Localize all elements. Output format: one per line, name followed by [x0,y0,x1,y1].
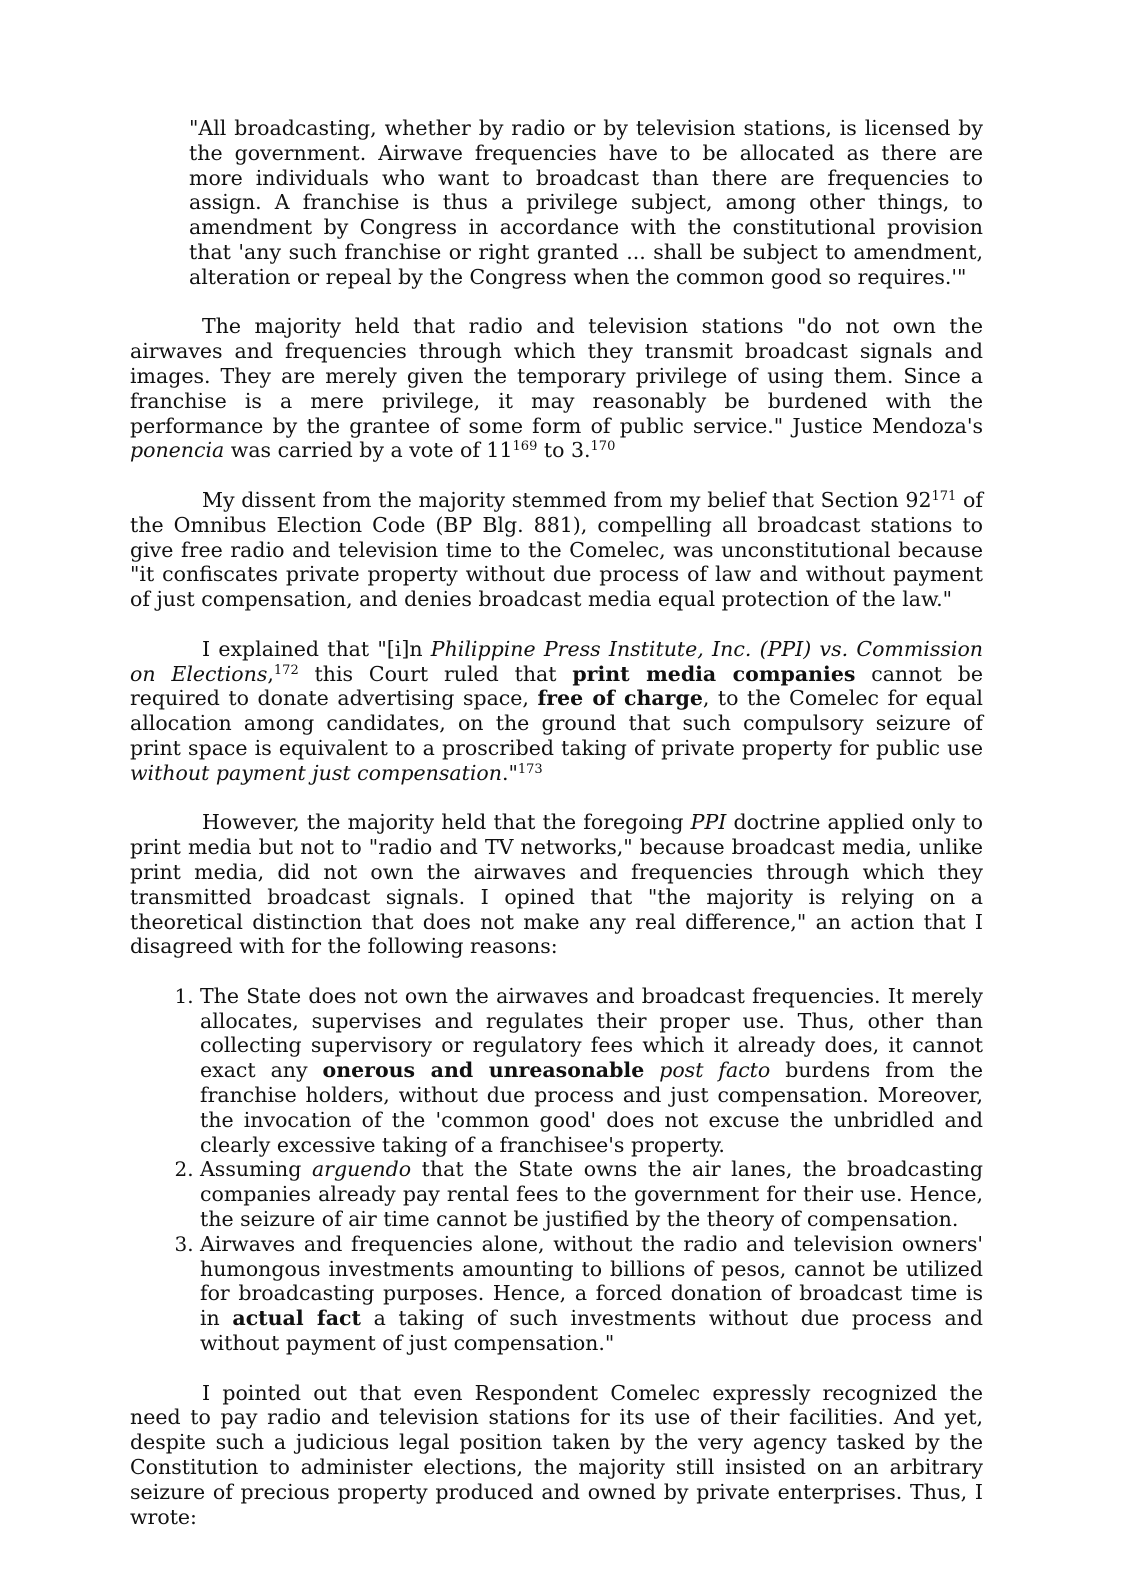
italic-run: ponencia [130,438,225,463]
paragraph-majority-held [130,314,983,463]
list-item [200,984,983,1158]
text-run: that the State owns the air lanes, the broadcasting companies already pay rental fees to the government for their use. Hence, the seizure of air time cannot be justified by the theory of compensation. [200,1157,983,1232]
text-run: ." [501,760,518,785]
text-run: However, the majority held that the foregoing [202,810,691,835]
text-run: this Court ruled that [298,661,573,686]
paragraph-i-explained [130,637,983,786]
paragraph-however [130,810,983,959]
bold-run: actual fact [232,1306,361,1331]
footnote-ref[interactable]: 173 [517,761,543,777]
text-run: Assuming [200,1157,312,1182]
bold-run: onerous and unreasonable [322,1058,645,1083]
text-run: The majority held that radio and television stations "do not own the airwaves and frequencies through which they transmit broadcast signals and images. They are merely given the temporary privilege of using them. Since a franchise is a mere privilege, it may reasonably be burdened with the performance by the grantee of some form of public service." Justice Mendoza's [130,314,983,438]
text-run: I pointed out that even Respondent Comelec expressly recognized the need to pay radio and television stations for its use of their facilities. And yet, despite such a judicious legal position taken by the very agency tasked by the Constitution to administer elections, the majority still insisted on an arbitrary seizure of precious property produced and owned by private enterprises. Thus, I wrote: [130,1380,983,1529]
text-run: Airwaves and frequencies alone, without the radio and television owners' humongous investments amounting to billions of pesos, cannot be utilized for broadcasting purposes. Hence, a forced donation of broadcast time is in [200,1231,983,1331]
quote-text: "All broadcasting, whether by radio or by television stations, is licensed by the government. Airwave frequencies have to be allocated as there are more individuals who want to broadcast than there are frequencies to assign. A franchise is thus a privilege subject, among other things, to amendment by Congress in accordance with the constitutional provision that 'any such franchise or right granted ... shall be subject to amendment, alteration or repeal by the Congress when the common good so requires.'" [189,116,983,289]
italic-run: arguendo [311,1157,412,1182]
text-run: , to the Comelec for equal allocation among candidates, on the ground that such compulsory seizure of print space is equivalent to a proscribed taking of private property for public use [130,686,983,760]
text-run: doctrine applied only to print media but not to "radio and TV networks," because broadcast media, unlike print media, did not own the airwaves and frequencies through which they transmitted broadcast signals. I opined that "the majority is relying on a theoretical distinction that does not make any real difference," an action that I disagreed with for the following reasons: [130,810,983,959]
text-run: The State does not own the airwaves and broadcast frequencies. It merely allocates, supervises and regulates their proper use. Thus, other than collecting supervisory or regulatory fees which it already does, it cannot exact any [200,983,983,1083]
list-item [200,1157,983,1231]
text-run: cannot be required to donate advertising space, [130,661,983,711]
block-quote [189,116,983,290]
paragraph-my-dissent [130,488,983,612]
italic-run: without payment just compensation [130,760,502,785]
text-run: My dissent from the majority stemmed from my belief that Section 92 [202,487,932,512]
text-run: of the Omnibus Election Code (BP Blg. 881), compelling all broadcast stations to give free radio and television time to the Comelec, was unconstitutional because "it confiscates private property without due process of law and without payment of just compensation, and denies broadcast media equal protection of the law." [130,487,983,612]
footnote-ref[interactable]: 171 [931,488,957,504]
document-page [130,116,983,1529]
footnote-ref[interactable]: 170 [590,439,616,455]
text-run: a taking of such investments without due process and without payment of just compensation." [200,1306,984,1356]
text-run: was carried by a vote of 11 [224,438,513,463]
list-item [200,1232,983,1356]
text-run: I explained that "[i]n [202,636,431,661]
paragraph-i-pointed-out [130,1381,983,1530]
footnote-ref[interactable]: 172 [273,662,299,678]
text-run: burdens from the franchise holders, without due process and just compensation. Moreover, the invocation of the 'common good' does not excuse the unbridled and clearly excessive taking of a franchisee's property. [200,1058,983,1157]
text-run: , [267,661,274,686]
italic-run: post facto [659,1058,771,1083]
italic-run: PPI [690,810,727,835]
footnote-ref[interactable]: 169 [512,439,538,455]
text-run: to 3. [537,438,591,463]
reasons-list [130,984,983,1356]
bold-run: free of charge [537,686,703,711]
case-title: Philippine Press Institute, Inc. (PPI) vs. Commission on Elections [130,636,984,686]
text-run [644,1058,659,1082]
bold-run: print media companies [572,661,856,686]
